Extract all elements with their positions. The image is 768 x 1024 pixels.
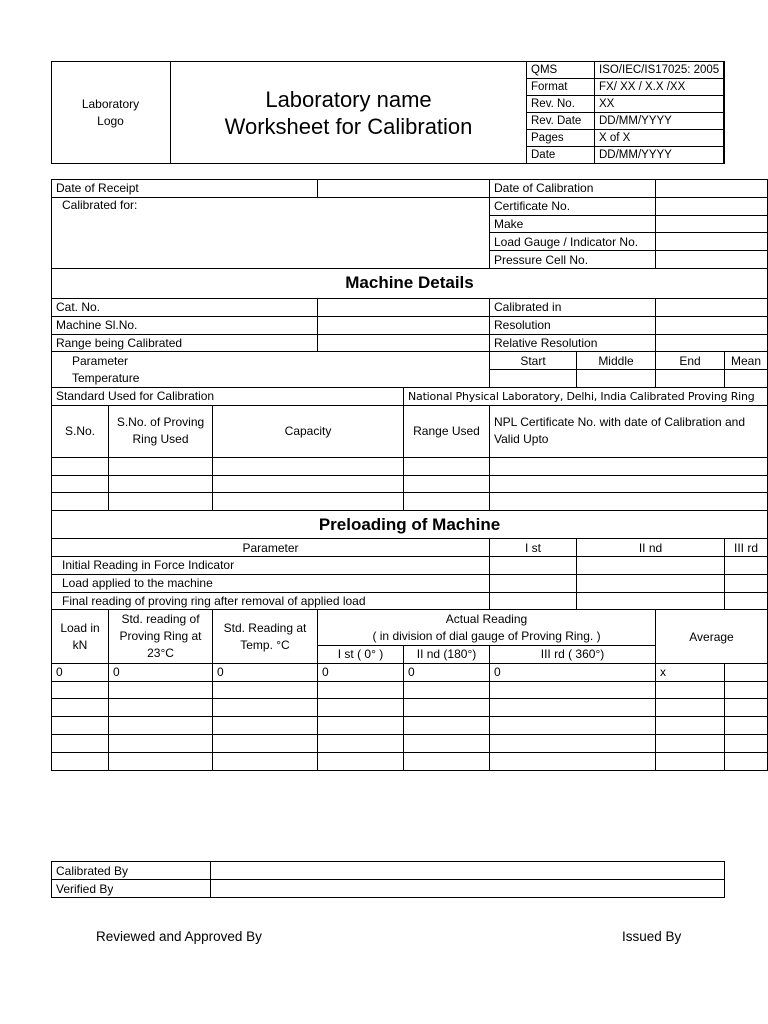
reading-third-cell[interactable] [490,752,656,770]
standard-cert-field[interactable] [490,475,768,493]
preload-row [52,574,768,592]
reading-third-cell[interactable] [490,717,656,735]
calibration-worksheet-table [51,179,768,771]
standard-ring-field[interactable] [109,475,213,493]
average-cell[interactable] [656,734,725,752]
doc-info-value: XX [595,96,725,113]
doc-info-value: FX/ XX / X.X /XX [595,79,725,96]
extra-cell[interactable] [725,717,768,735]
load-cell[interactable] [52,717,109,735]
preload-third-field[interactable] [725,556,768,574]
verified-by-label: Verified By [52,880,211,898]
preload-first-field[interactable] [490,574,577,592]
preload-row-label: Initial Reading in Force Indicator [52,556,490,574]
std-23-cell[interactable] [109,717,213,735]
reading-second-cell[interactable] [404,717,490,735]
preload-second-header: II nd [577,539,725,557]
pressure-cell-field[interactable] [656,251,768,269]
relative-resolution-field[interactable] [656,334,768,352]
logo-line-1: Laboratory [81,96,140,111]
extra-cell[interactable] [725,699,768,717]
std-23-cell[interactable] [109,699,213,717]
load-cell[interactable]: 0 [52,663,109,681]
issued-by-label: Issued By [622,929,682,944]
standard-sno-field[interactable] [52,475,109,493]
reading-second-cell[interactable] [404,734,490,752]
doc-info-value: DD/MM/YYYY [595,113,725,130]
extra-cell[interactable] [725,752,768,770]
std-23-cell[interactable]: 0 [109,663,213,681]
make-label: Make [490,215,656,233]
std-reading-temp-header: Std. Reading at Temp. °C [213,610,318,663]
standard-row [52,457,768,475]
doc-info-value: X of X [595,130,725,147]
doc-info-row [527,79,725,96]
laboratory-logo [51,61,171,164]
doc-info-row [527,96,725,113]
preload-first-field[interactable] [490,556,577,574]
reading-third-cell[interactable] [490,734,656,752]
end-header: End [656,352,725,370]
laboratory-name: Laboratory name [265,86,432,112]
load-cell[interactable] [52,681,109,699]
preload-parameter-header: Parameter [52,539,490,557]
doc-info-row [527,62,725,79]
start-header: Start [490,352,577,370]
certificate-no-label: Certificate No. [490,197,656,215]
standard-cert-field[interactable] [490,457,768,475]
extra-cell[interactable] [725,663,768,681]
document-info-table [526,61,725,164]
reading-third-header: III rd ( 360°) [490,645,656,663]
reading-third-cell[interactable]: 0 [490,663,656,681]
standard-sno-field[interactable] [52,457,109,475]
certificate-no-field[interactable] [656,197,768,215]
extra-cell[interactable] [725,734,768,752]
calibrated-by-field[interactable] [211,862,725,880]
capacity-header: Capacity [213,405,404,457]
resolution-field[interactable] [656,316,768,334]
actual-reading-subheader: ( in division of dial gauge of Proving Ring. ) [318,628,656,646]
make-field[interactable] [656,215,768,233]
temperature-middle-field[interactable] [577,370,656,388]
reading-second-cell[interactable] [404,752,490,770]
document-title [171,61,526,164]
average-cell[interactable] [656,752,725,770]
doc-info-row [527,147,725,164]
reading-second-cell[interactable] [404,699,490,717]
std-23-cell[interactable] [109,752,213,770]
doc-info-value: ISO/IEC/IS17025: 2005 [595,62,725,79]
doc-info-label: QMS [527,62,595,79]
doc-info-label: Rev. No. [527,96,595,113]
range-field[interactable] [318,334,490,352]
relative-resolution-label: Relative Resolution [490,334,656,352]
preload-second-field[interactable] [577,556,725,574]
calibrated-in-label: Calibrated in [490,298,656,316]
preload-row-label: Final reading of proving ring after removal of applied load [52,592,490,610]
average-cell[interactable]: x [656,663,725,681]
standard-range-field[interactable] [404,475,490,493]
machine-sl-label: Machine Sl.No. [52,316,318,334]
load-gauge-label: Load Gauge / Indicator No. [490,233,656,251]
sno-header: S.No. [52,405,109,457]
date-of-receipt-field[interactable] [318,180,490,198]
logo-line-2: Logo [97,113,124,128]
standard-range-field[interactable] [404,493,490,511]
temperature-end-field[interactable] [656,370,725,388]
std-temp-cell[interactable] [213,681,318,699]
doc-info-row [527,113,725,130]
average-header: Average [656,610,768,663]
preload-second-field[interactable] [577,574,725,592]
reading-first-cell[interactable] [318,717,404,735]
preload-third-header: III rd [725,539,768,557]
parameter-label: Parameter [52,352,490,370]
standard-capacity-field[interactable] [213,457,404,475]
average-cell[interactable] [656,681,725,699]
worksheet-title: Worksheet for Calibration [224,113,473,139]
range-used-header: Range Used [404,405,490,457]
calibrated-in-field[interactable] [656,298,768,316]
mean-header: Mean [725,352,768,370]
machine-sl-field[interactable] [318,316,490,334]
doc-info-label: Rev. Date [527,113,595,130]
preloading-heading: Preloading of Machine [52,511,768,539]
standard-sno-field[interactable] [52,493,109,511]
npl-certificate-header: NPL Certificate No. with date of Calibration and Valid Upto [490,405,768,457]
doc-info-row [527,130,725,147]
std-23-cell[interactable] [109,681,213,699]
reading-second-cell[interactable] [404,681,490,699]
reading-third-cell[interactable] [490,699,656,717]
load-cell[interactable] [52,734,109,752]
load-cell[interactable] [52,699,109,717]
reading-second-cell[interactable]: 0 [404,663,490,681]
reading-second-header: II nd (180°) [404,645,490,663]
preload-second-field[interactable] [577,592,725,610]
standard-ring-field[interactable] [109,493,213,511]
pressure-cell-label: Pressure Cell No. [490,251,656,269]
standard-capacity-field[interactable] [213,493,404,511]
standard-row [52,475,768,493]
signoff-table [51,861,725,898]
reading-row [52,717,768,735]
std-temp-cell[interactable] [213,717,318,735]
preload-row [52,592,768,610]
std-temp-cell[interactable]: 0 [213,663,318,681]
standard-capacity-field[interactable] [213,475,404,493]
average-cell[interactable] [656,717,725,735]
verified-by-field[interactable] [211,880,725,898]
std-temp-cell[interactable] [213,752,318,770]
doc-info-value: DD/MM/YYYY [595,147,725,164]
load-cell[interactable] [52,752,109,770]
cat-no-label: Cat. No. [52,298,318,316]
reading-row [52,663,768,681]
reading-row [52,752,768,770]
average-cell[interactable] [656,699,725,717]
date-of-receipt-label: Date of Receipt [52,180,318,198]
range-label: Range being Calibrated [52,334,318,352]
calibrated-for-field[interactable] [52,197,490,268]
doc-info-label: Pages [527,130,595,147]
reading-third-cell[interactable] [490,681,656,699]
temperature-mean-field[interactable] [725,370,768,388]
load-gauge-field[interactable] [656,233,768,251]
date-of-calibration-field[interactable] [656,180,768,198]
reading-first-cell[interactable] [318,734,404,752]
middle-header: Middle [577,352,656,370]
std-temp-cell[interactable] [213,699,318,717]
reading-row [52,734,768,752]
calibrated-by-label: Calibrated By [52,862,211,880]
reviewed-approved-label: Reviewed and Approved By [96,929,262,944]
date-of-calibration-label: Date of Calibration [490,180,656,198]
standard-cert-field[interactable] [490,493,768,511]
preload-third-field[interactable] [725,592,768,610]
preload-first-field[interactable] [490,592,577,610]
preload-first-header: I st [490,539,577,557]
standard-used-label: Standard Used for Calibration [52,387,404,405]
load-kn-header: Load in kN [52,610,109,663]
std-temp-cell[interactable] [213,734,318,752]
temperature-label: Temperature [52,370,490,388]
npl-proving-ring-label: National Physical Laboratory, Delhi, India Calibrated Proving Ring [404,387,768,405]
resolution-label: Resolution [490,316,656,334]
reading-first-cell[interactable] [318,681,404,699]
reading-first-cell[interactable]: 0 [318,663,404,681]
calibrated-for-label: Calibrated for: [62,197,138,212]
preload-third-field[interactable] [725,574,768,592]
doc-info-label: Format [527,79,595,96]
preload-row [52,556,768,574]
actual-reading-header: Actual Reading [318,610,656,628]
reading-first-cell[interactable] [318,752,404,770]
extra-cell[interactable] [725,681,768,699]
standard-row [52,493,768,511]
doc-info-label: Date [527,147,595,164]
reading-first-header: I st ( 0° ) [318,645,404,663]
proving-ring-sno-header: S.No. of Proving Ring Used [109,405,213,457]
standard-range-field[interactable] [404,457,490,475]
reading-row [52,681,768,699]
std-reading-23-header: Std. reading of Proving Ring at 23°C [109,610,213,663]
preload-row-label: Load applied to the machine [52,574,490,592]
standard-ring-field[interactable] [109,457,213,475]
std-23-cell[interactable] [109,734,213,752]
machine-details-heading: Machine Details [52,268,768,298]
reading-first-cell[interactable] [318,699,404,717]
temperature-start-field[interactable] [490,370,577,388]
reading-row [52,699,768,717]
cat-no-field[interactable] [318,298,490,316]
